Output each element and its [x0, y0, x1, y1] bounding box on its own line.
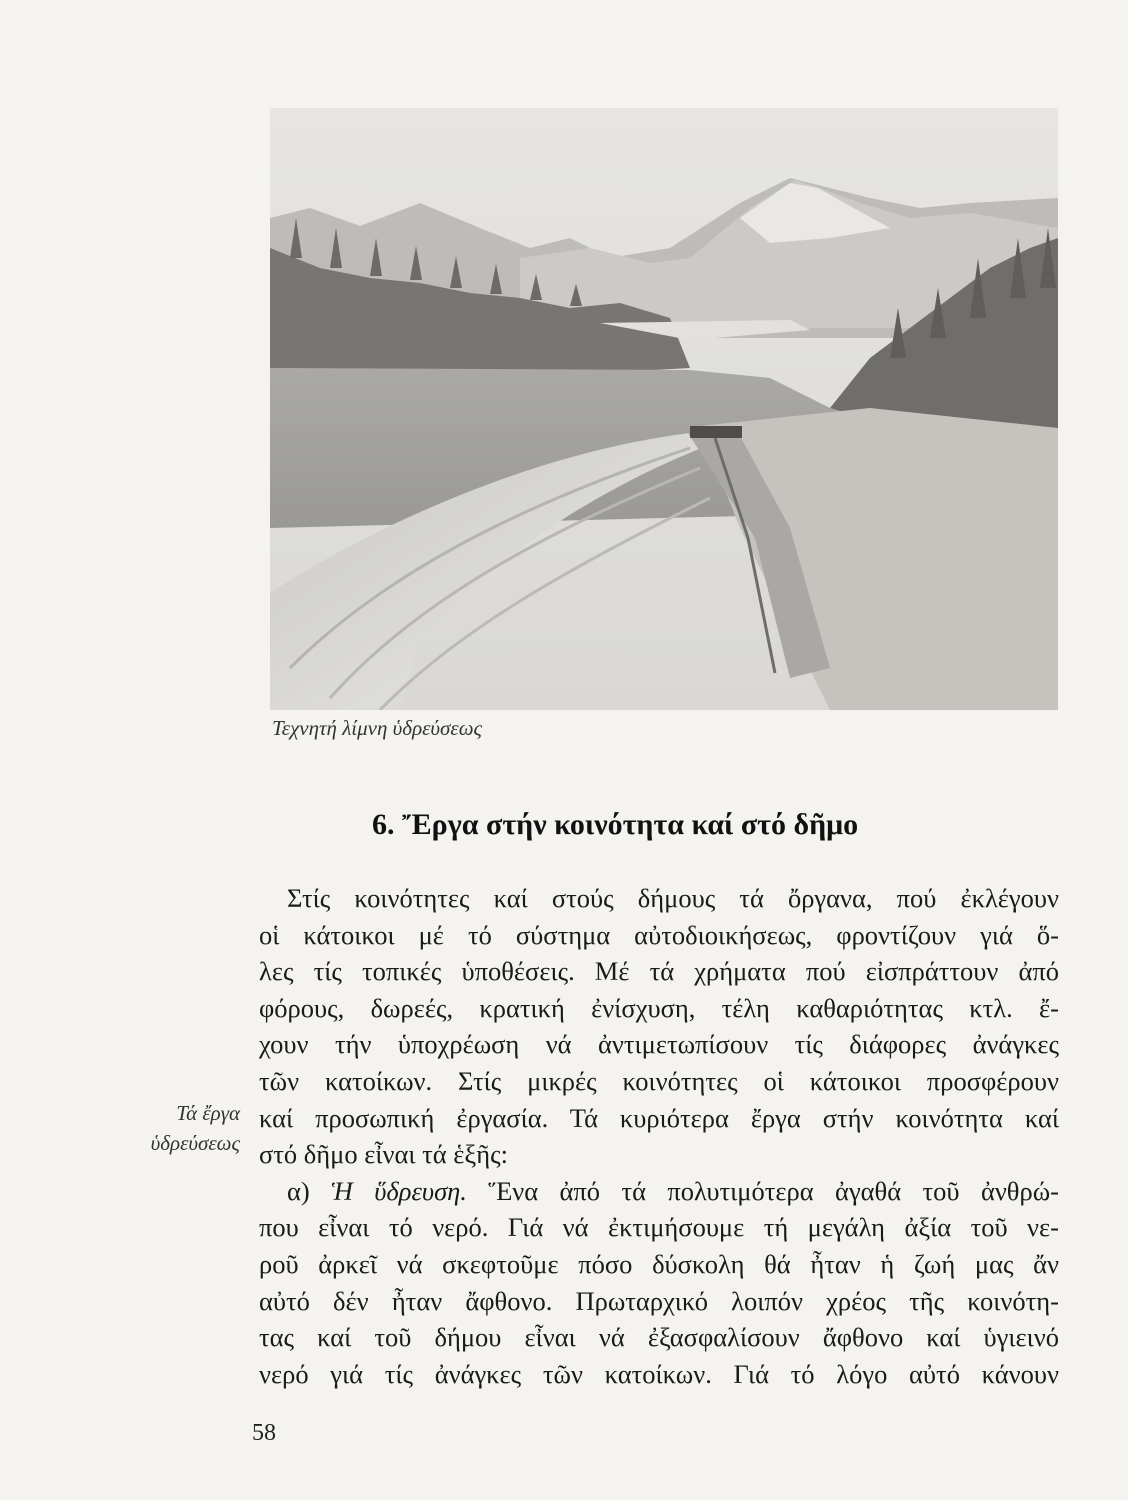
page-number: 58 — [252, 1420, 276, 1446]
text-line: καί προσωπική ἐργασία. Τά κυριότερα ἔργα στήν κοινότητα καί — [259, 1102, 1059, 1133]
text-line: λες τίς τοπικές ὑποθέσεις. Μέ τά χρήματα πού εἰσπράττουν ἀπό — [259, 956, 1059, 987]
reservoir-dam-illustration — [270, 108, 1058, 710]
text-line: στό δῆμο εἶναι τά ἑξῆς: — [259, 1139, 508, 1170]
text-line: νερό γιά τίς ἀνάγκες τῶν κατοίκων. Γιά τό λόγο αὐτό κάνουν — [259, 1358, 1059, 1389]
item-text: Ἕνα ἀπό τά πολυτιμότερα ἀγαθά τοῦ ἀνθρώ- — [488, 1175, 1059, 1206]
body-text — [259, 880, 1059, 1392]
margin-note — [100, 1098, 240, 1158]
text-line: που εἶναι τό νερό. Γιά νά ἐκτιμήσουμε τή μεγάλη ἀξία τοῦ νε- — [259, 1212, 1059, 1243]
margin-note-line: Τά ἔργα — [176, 1101, 240, 1125]
text-line: τας καί τοῦ δήμου εἶναι νά ἐξασφαλίσουν ἄφθονο καί ὑγιεινό — [259, 1322, 1059, 1353]
text-line: Στίς κοινότητες καί στούς δήμους τά ὄργανα, πού ἐκλέγουν — [287, 883, 1059, 913]
text-line — [259, 1173, 1059, 1210]
reservoir-illustration — [270, 108, 1058, 710]
text-line: φόρους, δωρεές, κρατική ἐνίσχυση, τέλη καθαριότητας κτλ. ἔ- — [259, 992, 1059, 1023]
section-heading: 6. Ἔργα στήν κοινότητα καί στό δῆμο — [372, 808, 859, 841]
item-term: Ἡ ὕδρευση. — [331, 1175, 467, 1206]
text-line: ροῦ ἀρκεῖ νά σκεφτοῦμε πόσο δύσκολη θά ἦταν ἡ ζωή μας ἄν — [259, 1248, 1059, 1279]
item-label: α) — [287, 1175, 310, 1206]
text-line: χουν τήν ὑποχρέωση νά ἀντιμετωπίσουν τίς διάφορες ἀνάγκες — [259, 1029, 1059, 1060]
figure-caption: Τεχνητή λίμνη ὑδρεύσεως — [272, 716, 483, 740]
margin-note-line: ὑδρεύσεως — [150, 1131, 240, 1155]
text-line: οἱ κάτοικοι μέ τό σύστημα αὐτοδιοικήσεως, φροντίζουν γιά ὅ- — [259, 919, 1059, 950]
text-line: αὐτό δέν ἦταν ἄφθονο. Πρωταρχικό λοιπόν χρέος τῆς κοινότη- — [259, 1285, 1059, 1316]
text-line: τῶν κατοίκων. Στίς μικρές κοινότητες οἱ κάτοικοι προσφέρουν — [259, 1065, 1059, 1096]
